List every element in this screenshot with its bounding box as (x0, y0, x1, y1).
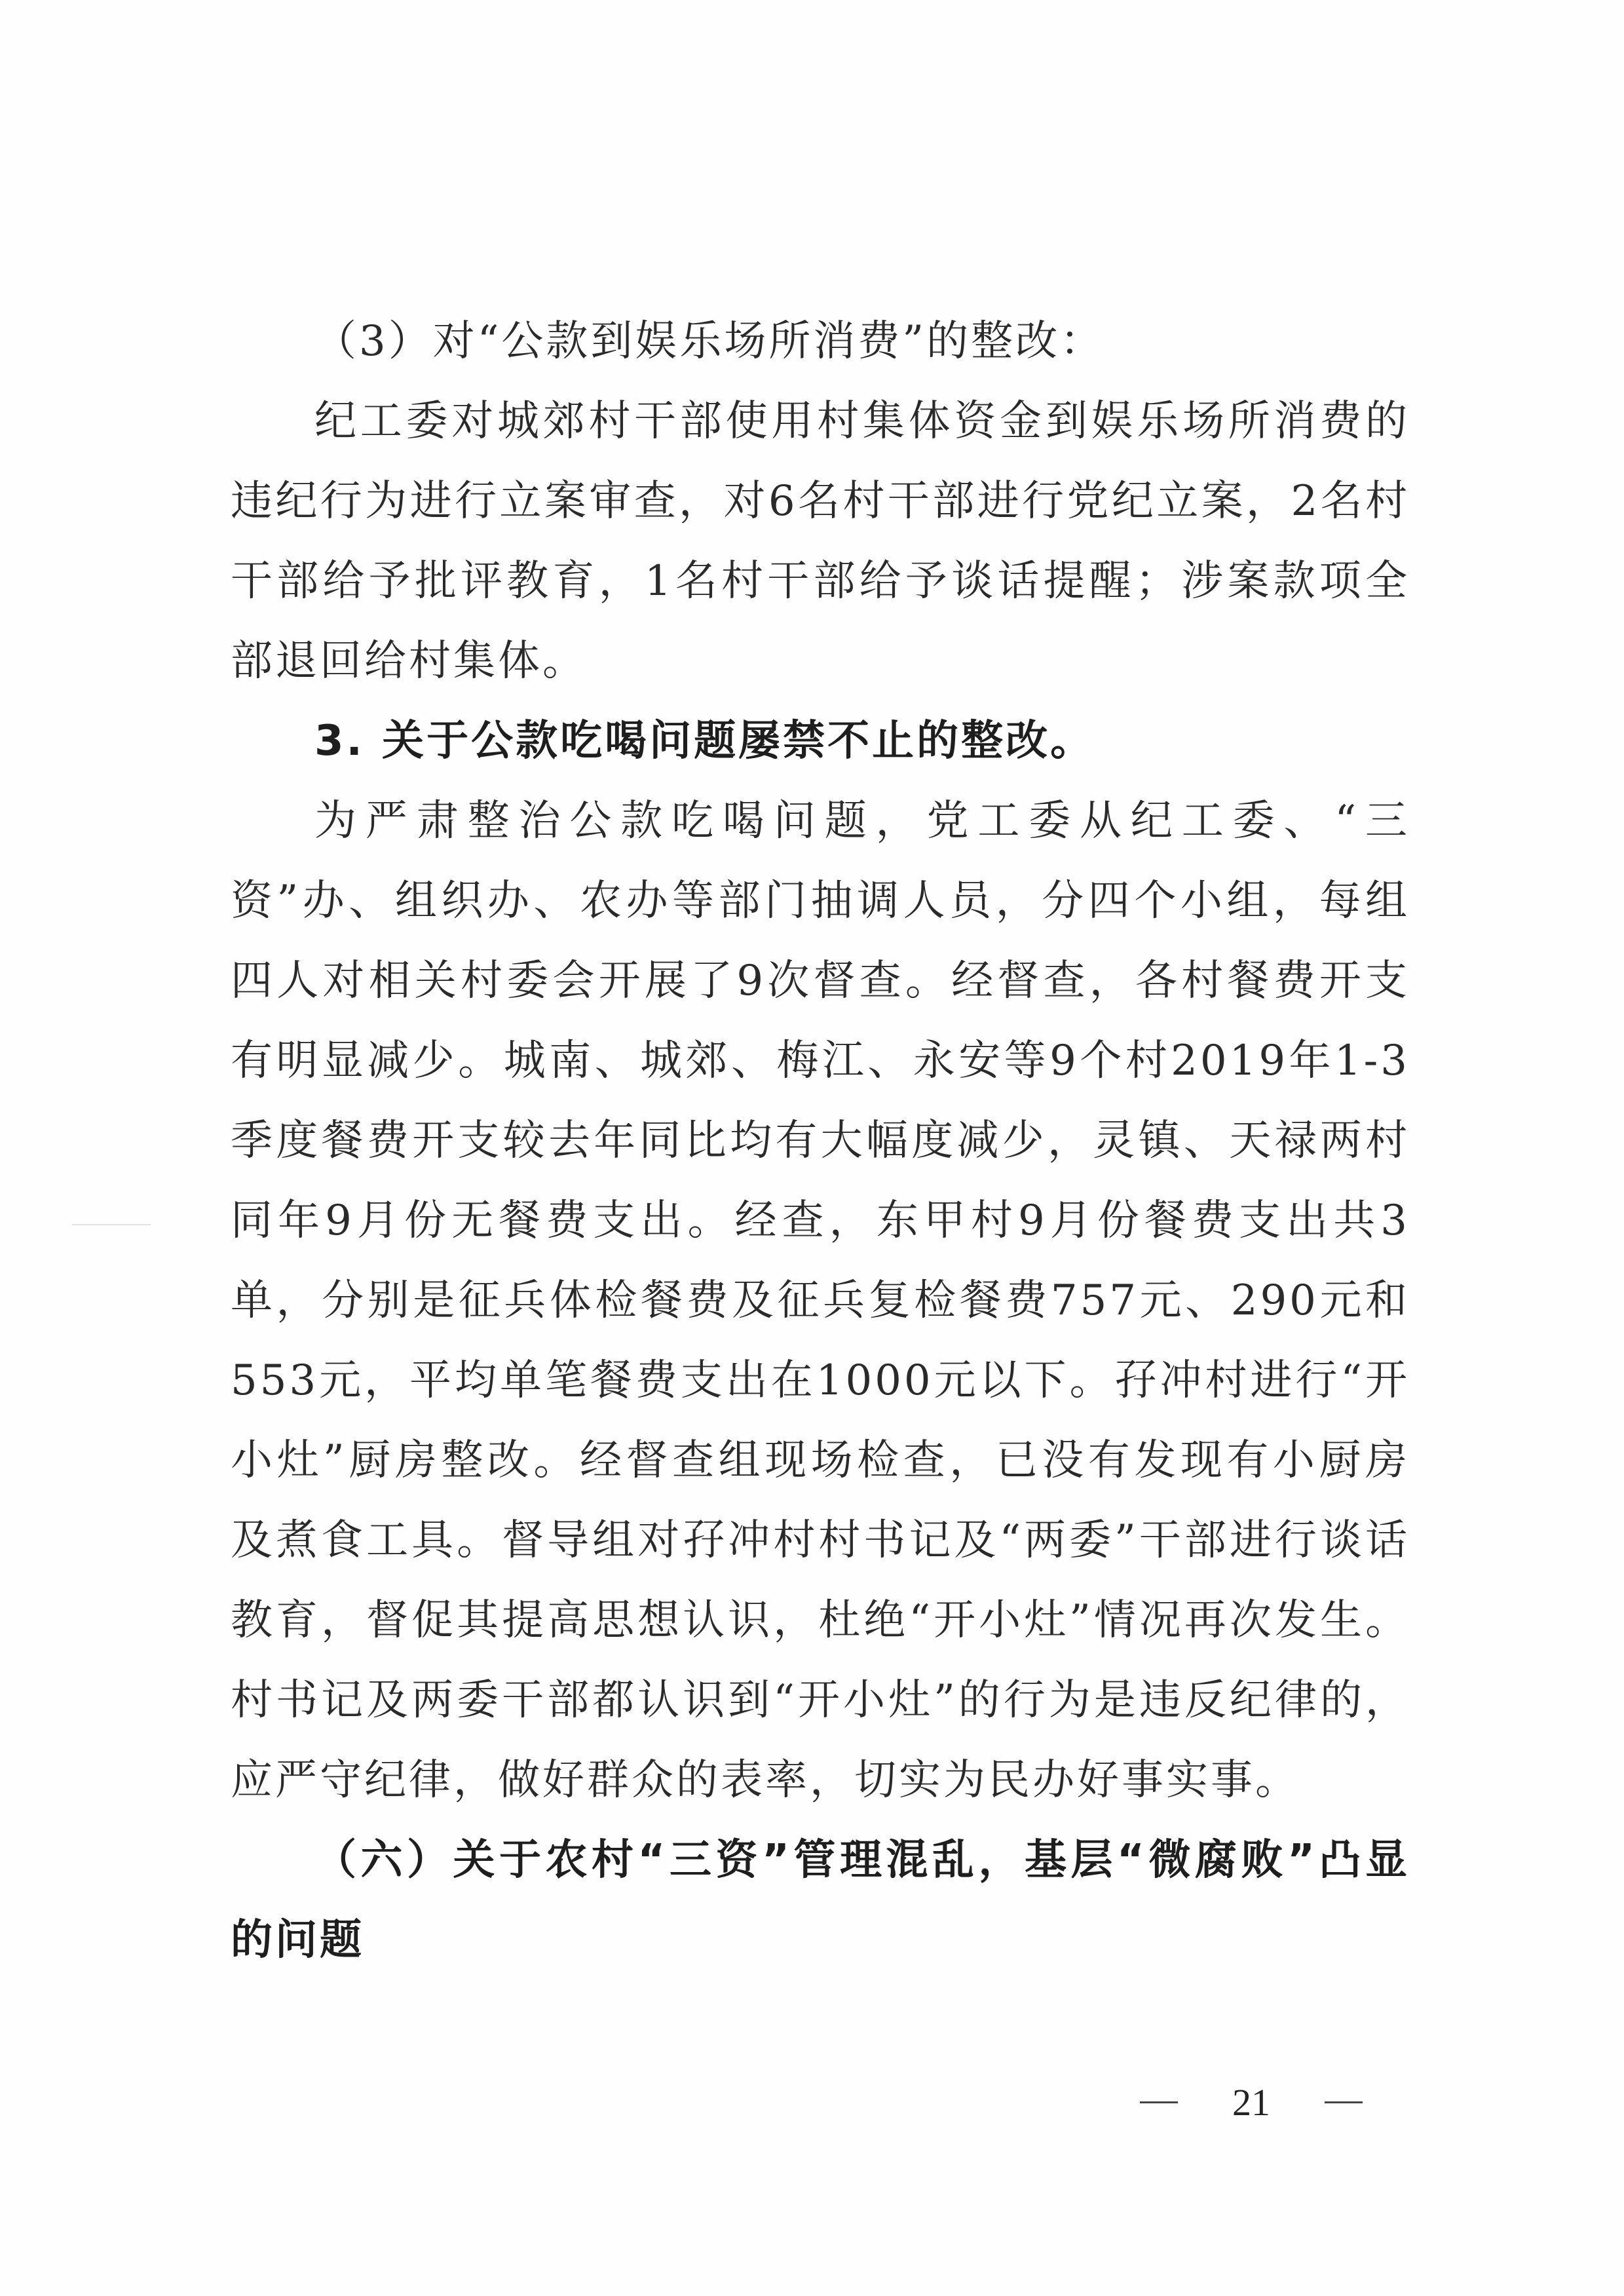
paragraph-entertainment-rectification: 纪工委对城郊村干部使用村集体资金到娱乐场所消费的违纪行为进行立案审查，对6名村干部进行党纪立案，2名村干部给予批评教育，1名村干部给予谈话提醒；涉案款项全部退回给村集体。 (231, 397, 1410, 685)
section-six-heading: （六）关于农村“三资”管理混乱，基层“微腐败”凸显的问题 (231, 1836, 1410, 1964)
dash-right (1325, 2101, 1363, 2103)
subsection-3-title: （3）对“公款到娱乐场所消费”的整改： (314, 317, 1105, 366)
section-3-heading: 3. 关于公款吃喝问题屡禁不止的整改。 (314, 717, 1095, 765)
document-body (231, 301, 1410, 1980)
page-footer (1140, 2080, 1363, 2124)
dash-left (1140, 2101, 1178, 2103)
scan-artifact-line (72, 1224, 151, 1225)
paragraph-dining-rectification: 为严肃整治公款吃喝问题，党工委从纪工委、“三资”办、组织办、农办等部门抽调人员，分四个小组，每组四人对相关村委会开展了9次督查。经督查，各村餐费开支有明显减少。城南、城郊、梅江、永安等9个村2019年1-3季度餐费开支较去年同比均有大幅度减少，灵镇、天禄两村同年9月份无餐费支出。经查，东甲村9月份餐费支出共3单，分别是征兵体检餐费及征兵复检餐费757元、290元和553元，平均单笔餐费支出在1000元以下。孖冲村进行“开小灶”厨房整改。经督查组现场检查，已没有发现有小厨房及煮食工具。督导组对孖冲村村书记及“两委”干部进行谈话教育，督促其提高思想认识，杜绝“开小灶”情况再次发生。村书记及两委干部都认识到“开小灶”的行为是违反纪律的，应严守纪律，做好群众的表率，切实为民办好事实事。 (231, 797, 1410, 1805)
page-number: 21 (1232, 2081, 1270, 2124)
